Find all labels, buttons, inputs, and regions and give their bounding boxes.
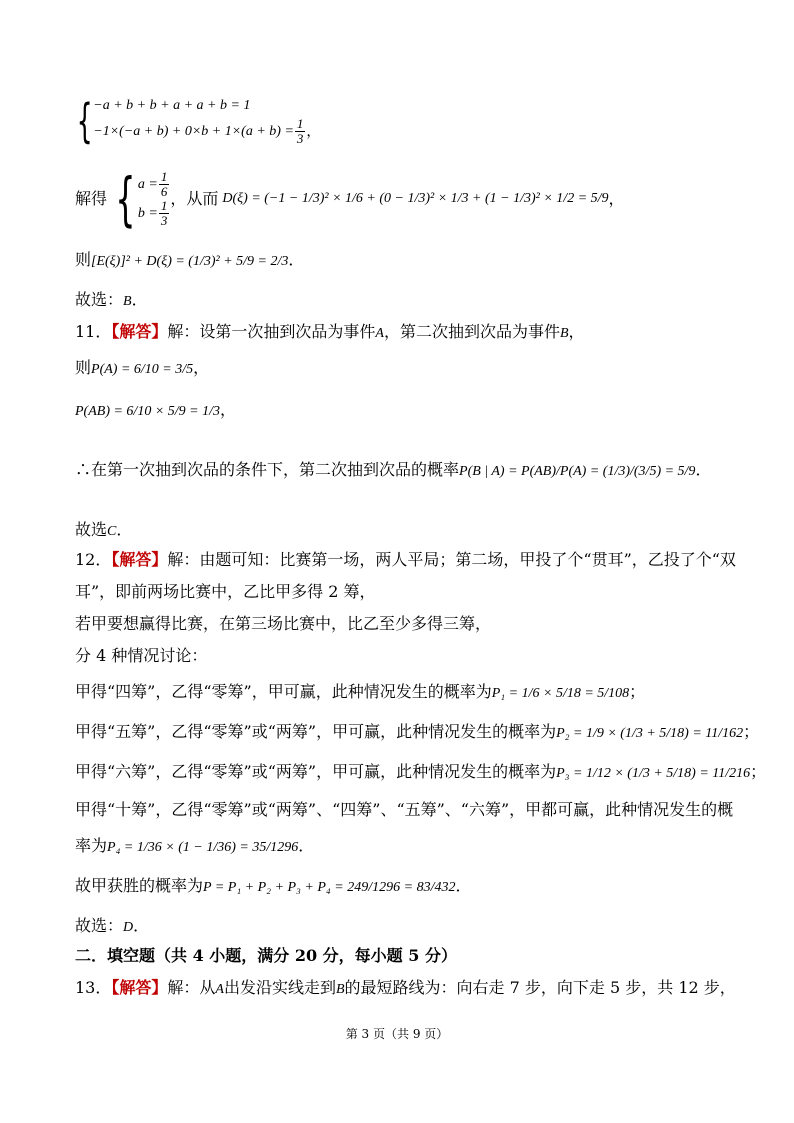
- q12-win-probability: 故甲获胜的概率为P = P₁ + P₂ + P₃ + P₄ = 249/1296 = 83/432．: [75, 876, 472, 895]
- q12-case-4-prob: 率为P₄ = 1/36 × (1 − 1/36) = 35/1296．: [75, 836, 315, 855]
- equation-row-2: −1×(−a + b) + 0×b + 1×(a + b) = $\frac{1}{3}$ ，: [93, 116, 321, 146]
- equation-row-1: −a + b + b + a + a + b = 1: [93, 98, 251, 113]
- question-12-line-1: 12．【解答】解：由题可知：比赛第一场，两人平局；第二场，甲投了个“贯耳”，乙投了个“双: [75, 550, 736, 569]
- equation-system-1: [70, 95, 320, 146]
- q12-case-3: 甲得“六筹”，乙得“零筹”或“两筹”，甲可赢，此种情况发生的概率为P₃ = 1/12 × (1/3 + 5/18) = 11/216；: [75, 762, 767, 781]
- question-13-line: 13．【解答】解：从A出发沿实线走到B的最短路线为：向右走 7 步，向下走 5 步，共 12 步，: [75, 978, 736, 997]
- q12-case-1: 甲得“四筹”，乙得“零筹”，甲可赢，此种情况发生的概率为P₁ = 1/6 × 5/18 = 5/108；: [75, 682, 646, 701]
- q11-line-4: ∴在第一次抽到次品的条件下，第二次抽到次品的概率P(B | A) = P(AB)/P(A) = (1/3)/(3/5) = 5/9．: [75, 460, 712, 479]
- q11-line-3: P(AB) = 6/10 × 5/9 = 1/3，: [75, 400, 237, 419]
- solve-line: 解得 { a = $\frac{1}{6}$ b = $\frac{1}{3}$ ，从而 D(ξ) = (−1 − 1/3)² × 1/6 + (0 − 1/3)² × 1/3 + (1 − 1/3)² × 1/2 = 5/9 ，: [75, 165, 625, 233]
- question-11-header: 11．【解答】解：设第一次抽到次品为事件A，第二次抽到次品为事件B，: [75, 322, 585, 341]
- q12-answer: 故选：D．: [75, 916, 150, 935]
- q12-line-2: 耳”，即前两场比赛中，乙比甲多得 2 筹，: [75, 582, 376, 601]
- solution-tag: 【解答】: [111, 550, 168, 569]
- page-footer: 第 3 页（共 9 页）: [345, 1027, 449, 1041]
- variance-sum-line: 则[E(ξ)]² + D(ξ) = (1/3)² + 5/9 = 2/3．: [75, 250, 305, 269]
- q12-line-4: 分 4 种情况讨论：: [75, 646, 208, 665]
- solution-tag: 【解答】: [111, 978, 168, 997]
- q12-case-2: 甲得“五筹”，乙得“零筹”或“两筹”，甲可赢，此种情况发生的概率为P₂ = 1/9 × (1/3 + 5/18) = 11/162；: [75, 722, 760, 741]
- answer-line-10: 故选：B．: [75, 290, 148, 309]
- q11-answer: 故选C．: [75, 520, 133, 539]
- fraction: $\frac{1}{3}$: [296, 116, 304, 146]
- left-brace: {: [115, 165, 136, 233]
- q12-line-3: 若甲要想赢得比赛，在第三场比赛中，比乙至少多得三筹，: [75, 614, 492, 633]
- q11-line-2: 则P(A) = 6/10 = 3/5，: [75, 358, 210, 377]
- left-brace: {: [76, 93, 93, 148]
- solution-tag: 【解答】: [111, 322, 168, 341]
- section-2-title: 二．填空题（共 4 小题，满分 20 分，每小题 5 分）: [75, 946, 457, 965]
- q12-case-4: 甲得“十筹”，乙得“零筹”或“两筹”、“四筹”、“五筹”、“六筹”，甲都可赢，此种情况发生的概: [75, 800, 734, 819]
